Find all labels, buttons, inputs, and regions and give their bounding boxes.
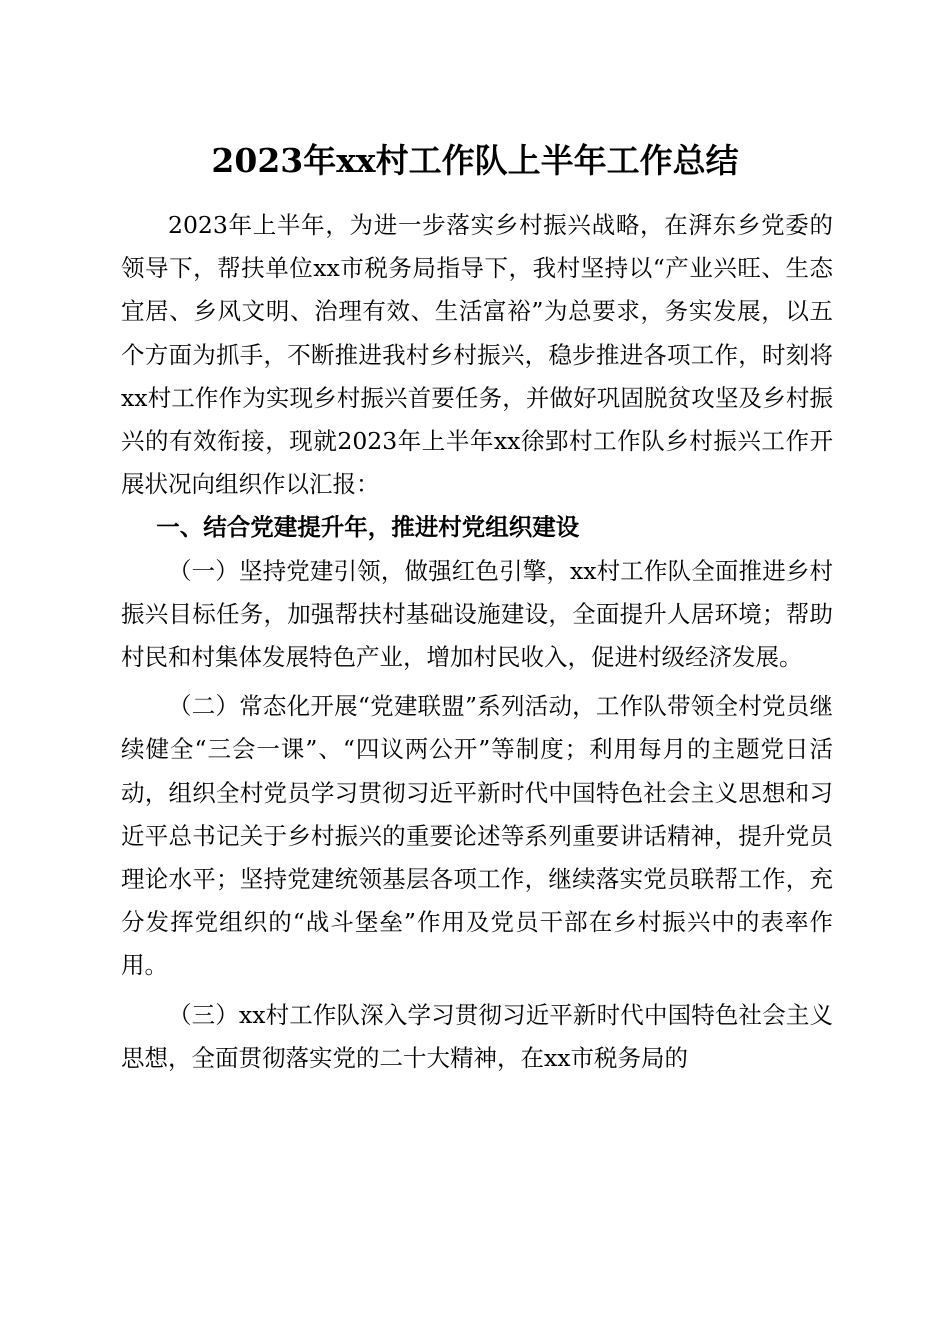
paragraph-3: （三）xx村工作队深入学习贯彻习近平新时代中国特色社会主义思想，全面贯彻落实党的二十大精神，在xx市税务局的	[121, 1000, 833, 1072]
section-heading-1: 一、结合党建提升年，推进村党组织建设	[156, 513, 580, 542]
document-title: 2023年xx村工作队上半年工作总结	[211, 141, 739, 180]
document-body	[121, 204, 833, 1080]
intro-paragraph: 2023年上半年，为进一步落实乡村振兴战略，在湃东乡党委的领导下，帮扶单位xx市税务局指导下，我村坚持以“产业兴旺、生态宜居、乡风文明、治理有效、生活富裕”为总要求，务实发展，以五个方面为抓手，不断推进我村乡村振兴，稳步推进各项工作，时刻将xx村工作作为实现乡村振兴首要任务，并做好巩固脱贫攻坚及乡村振兴的有效衔接，现就2023年上半年xx徐郢村工作队乡村振兴工作开展状况向组织作以汇报：	[121, 211, 833, 499]
paragraph-1: （一）坚持党建引领，做强红色引擎，xx村工作队全面推进乡村振兴目标任务，加强帮扶村基础设施建设，全面提升人居环境；帮助村民和村集体发展特色产业，增加村民收入，促进村级经济发展。	[121, 556, 833, 672]
paragraph-2: （二）常态化开展“党建联盟”系列活动，工作队带领全村党员继续健全“三会一课”、“四议两公开”等制度；利用每月的主题党日活动，组织全村党员学习贯彻习近平新时代中国特色社会主义思想和习近平总书记关于乡村振兴的重要论述等系列重要讲话精神，提升党员理论水平；坚持党建统领基层各项工作，继续落实党员联帮工作，充分发挥党组织的“战斗堡垒”作用及党员干部在乡村振兴中的表率作用。	[121, 692, 833, 980]
